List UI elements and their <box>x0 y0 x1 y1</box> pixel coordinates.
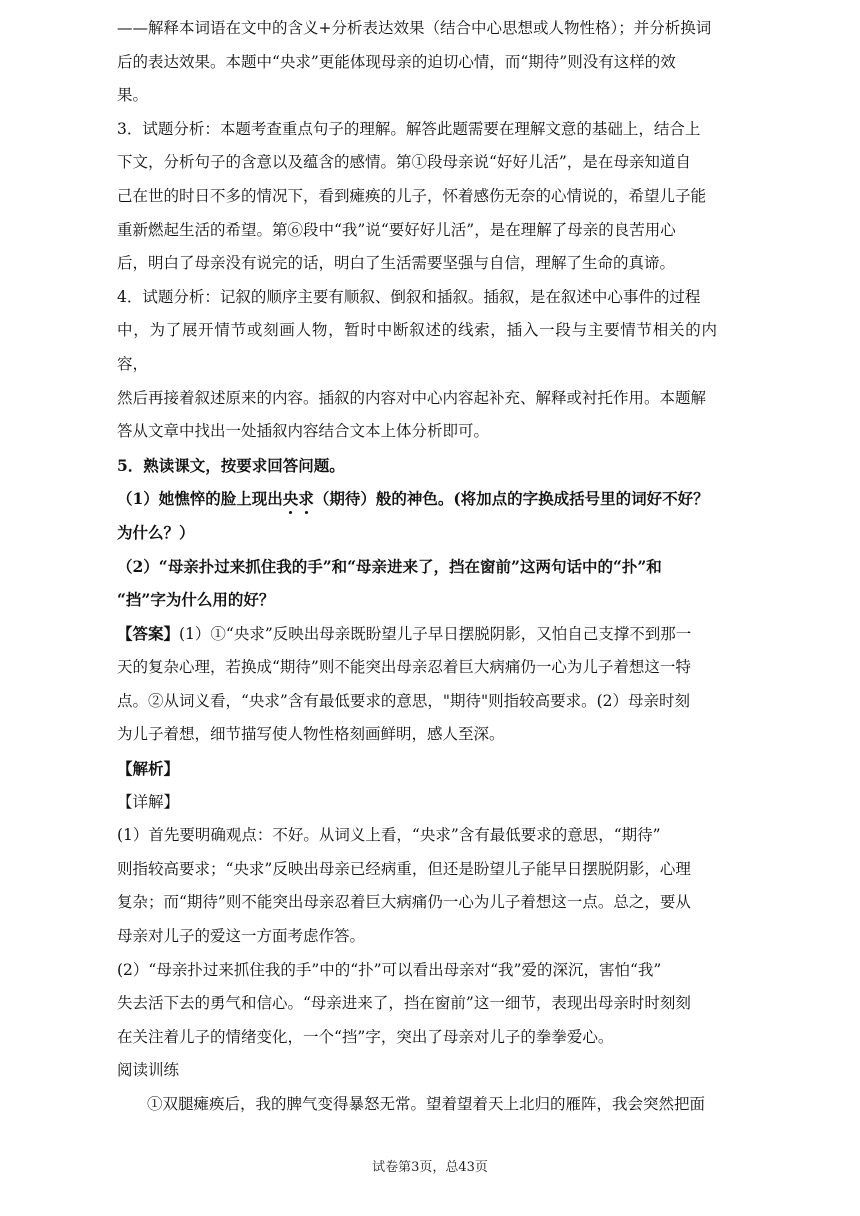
question-5-1-cont: 为什么？） <box>117 522 195 542</box>
reading-label: 阅读训练 <box>117 1061 180 1080</box>
detail-line: 在关注着儿子的情绪变化，一个“挡”字，突出了母亲对儿子的拳拳爱心。 <box>117 1027 614 1046</box>
question-5-2: （2）“母亲扑过来抓住我的手”和“母亲进来了，挡在窗前”这两句话中的“扑”和 <box>117 556 662 576</box>
detail-label: 【详解】 <box>117 792 180 811</box>
question-5-title: 5．熟读课文，按要求回答问题。 <box>117 455 345 475</box>
text-line: 后的表达效果。本题中“央求”更能体现母亲的迫切心情，而“期待”则没有这样的效 <box>117 52 676 71</box>
page-footer: 试卷第3页，总43页 <box>372 1160 488 1175</box>
answer-line: 点。②从词义看，“央求”含有最低要求的意思，"期待"则指较高要求。(2）母亲时刻 <box>117 691 691 710</box>
detail-line: (2）“母亲扑过来抓住我的手”中的“扑”可以看出母亲对“我”爱的深沉，害怕“我” <box>117 960 662 979</box>
text-line: 答从文章中找出一处插叙内容结合文本上体分析即可。 <box>117 422 490 441</box>
text-line: 后，明白了母亲没有说完的话，明白了生活需要坚强与自信，理解了生命的真谛。 <box>117 254 676 273</box>
emphasis-dot-char: 央 <box>283 482 299 516</box>
text-line: 4．试题分析：记叙的顺序主要有顺叙、倒叙和插叙。插叙，是在叙述中心事件的过程 <box>117 287 701 306</box>
detail-line: 复杂；而“期待”则不能突出母亲忍着巨大病痛仍一心为儿子着想这一点。总之，要从 <box>117 893 691 912</box>
question-5-1-suffix: （期待）般的神色。(将加点的字换成括号里的词好不好？ <box>313 489 709 509</box>
answer-line <box>117 617 717 652</box>
document-body <box>117 12 717 1122</box>
text-line: 下文，分析句子的含意以及蕴含的感情。第①段母亲说“好好儿活”，是在母亲知道自 <box>117 153 691 172</box>
detail-line: 则指较高要求；“央求”反映出母亲已经病重，但还是盼望儿子能早日摆脱阴影，心理 <box>117 859 691 878</box>
text-line: ——解释本词语在文中的含义+分析表达效果（结合中心思想或人物性格）；并分析换词 <box>117 19 712 37</box>
detail-line: 母亲对儿子的爱这一方面考虑作答。 <box>117 927 366 946</box>
emphasis-dot-char: 求 <box>298 482 314 516</box>
text-line: 3．试题分析：本题考查重点句子的理解。解答此题需要在理解文意的基础上，结合上 <box>117 119 701 138</box>
answer-line: 天的复杂心理，若换成“期待”则不能突出母亲忍着巨大病痛仍一心为儿子着想这一特 <box>117 658 691 677</box>
text-line: 然后再接着叙述原来的内容。插叙的内容对中心内容起补充、解释或衬托作用。本题解 <box>117 388 707 407</box>
reading-text: ①双腿瘫痪后，我的脾气变得暴怒无常。望着望着天上北归的雁阵，我会突然把面 <box>147 1095 706 1113</box>
text-line: 中，为了展开情节或刻画人物，暂时中断叙述的线索，插入一段与主要情节相关的内容， <box>117 321 717 373</box>
answer-line: 为儿子着想，细节描写使人物性格刻画鲜明，感人至深。 <box>117 725 505 744</box>
detail-line: 失去活下去的勇气和信心。“母亲进来了，挡在窗前”这一细节，表现出母亲时时刻刻 <box>117 994 691 1013</box>
question-5-1 <box>117 482 717 516</box>
answer-label: 【答案】 <box>117 623 180 643</box>
question-5-2-cont: “挡”字为什么用的好？ <box>117 590 275 610</box>
detail-line: (1）首先要明确观点：不好。从词义上看，“央求”含有最低要求的意思，“期待” <box>117 826 661 845</box>
text-line: 重新燃起生活的希望。第⑥段中“我”说“要好好儿活”，是在理解了母亲的良苦用心 <box>117 220 676 239</box>
text-line: 果。 <box>117 86 149 105</box>
answer-text: (1）①“央求”反映出母亲既盼望儿子早日摆脱阴影，又怕自己支撑不到那一 <box>179 624 692 643</box>
text-line: 己在世的时日不多的情况下，看到瘫痪的儿子，怀着感伤无奈的心情说的，希望儿子能 <box>117 186 707 205</box>
analysis-label: 【解析】 <box>117 759 180 779</box>
question-5-1-prefix: （1）她憔悴的脸上现出 <box>117 489 283 509</box>
